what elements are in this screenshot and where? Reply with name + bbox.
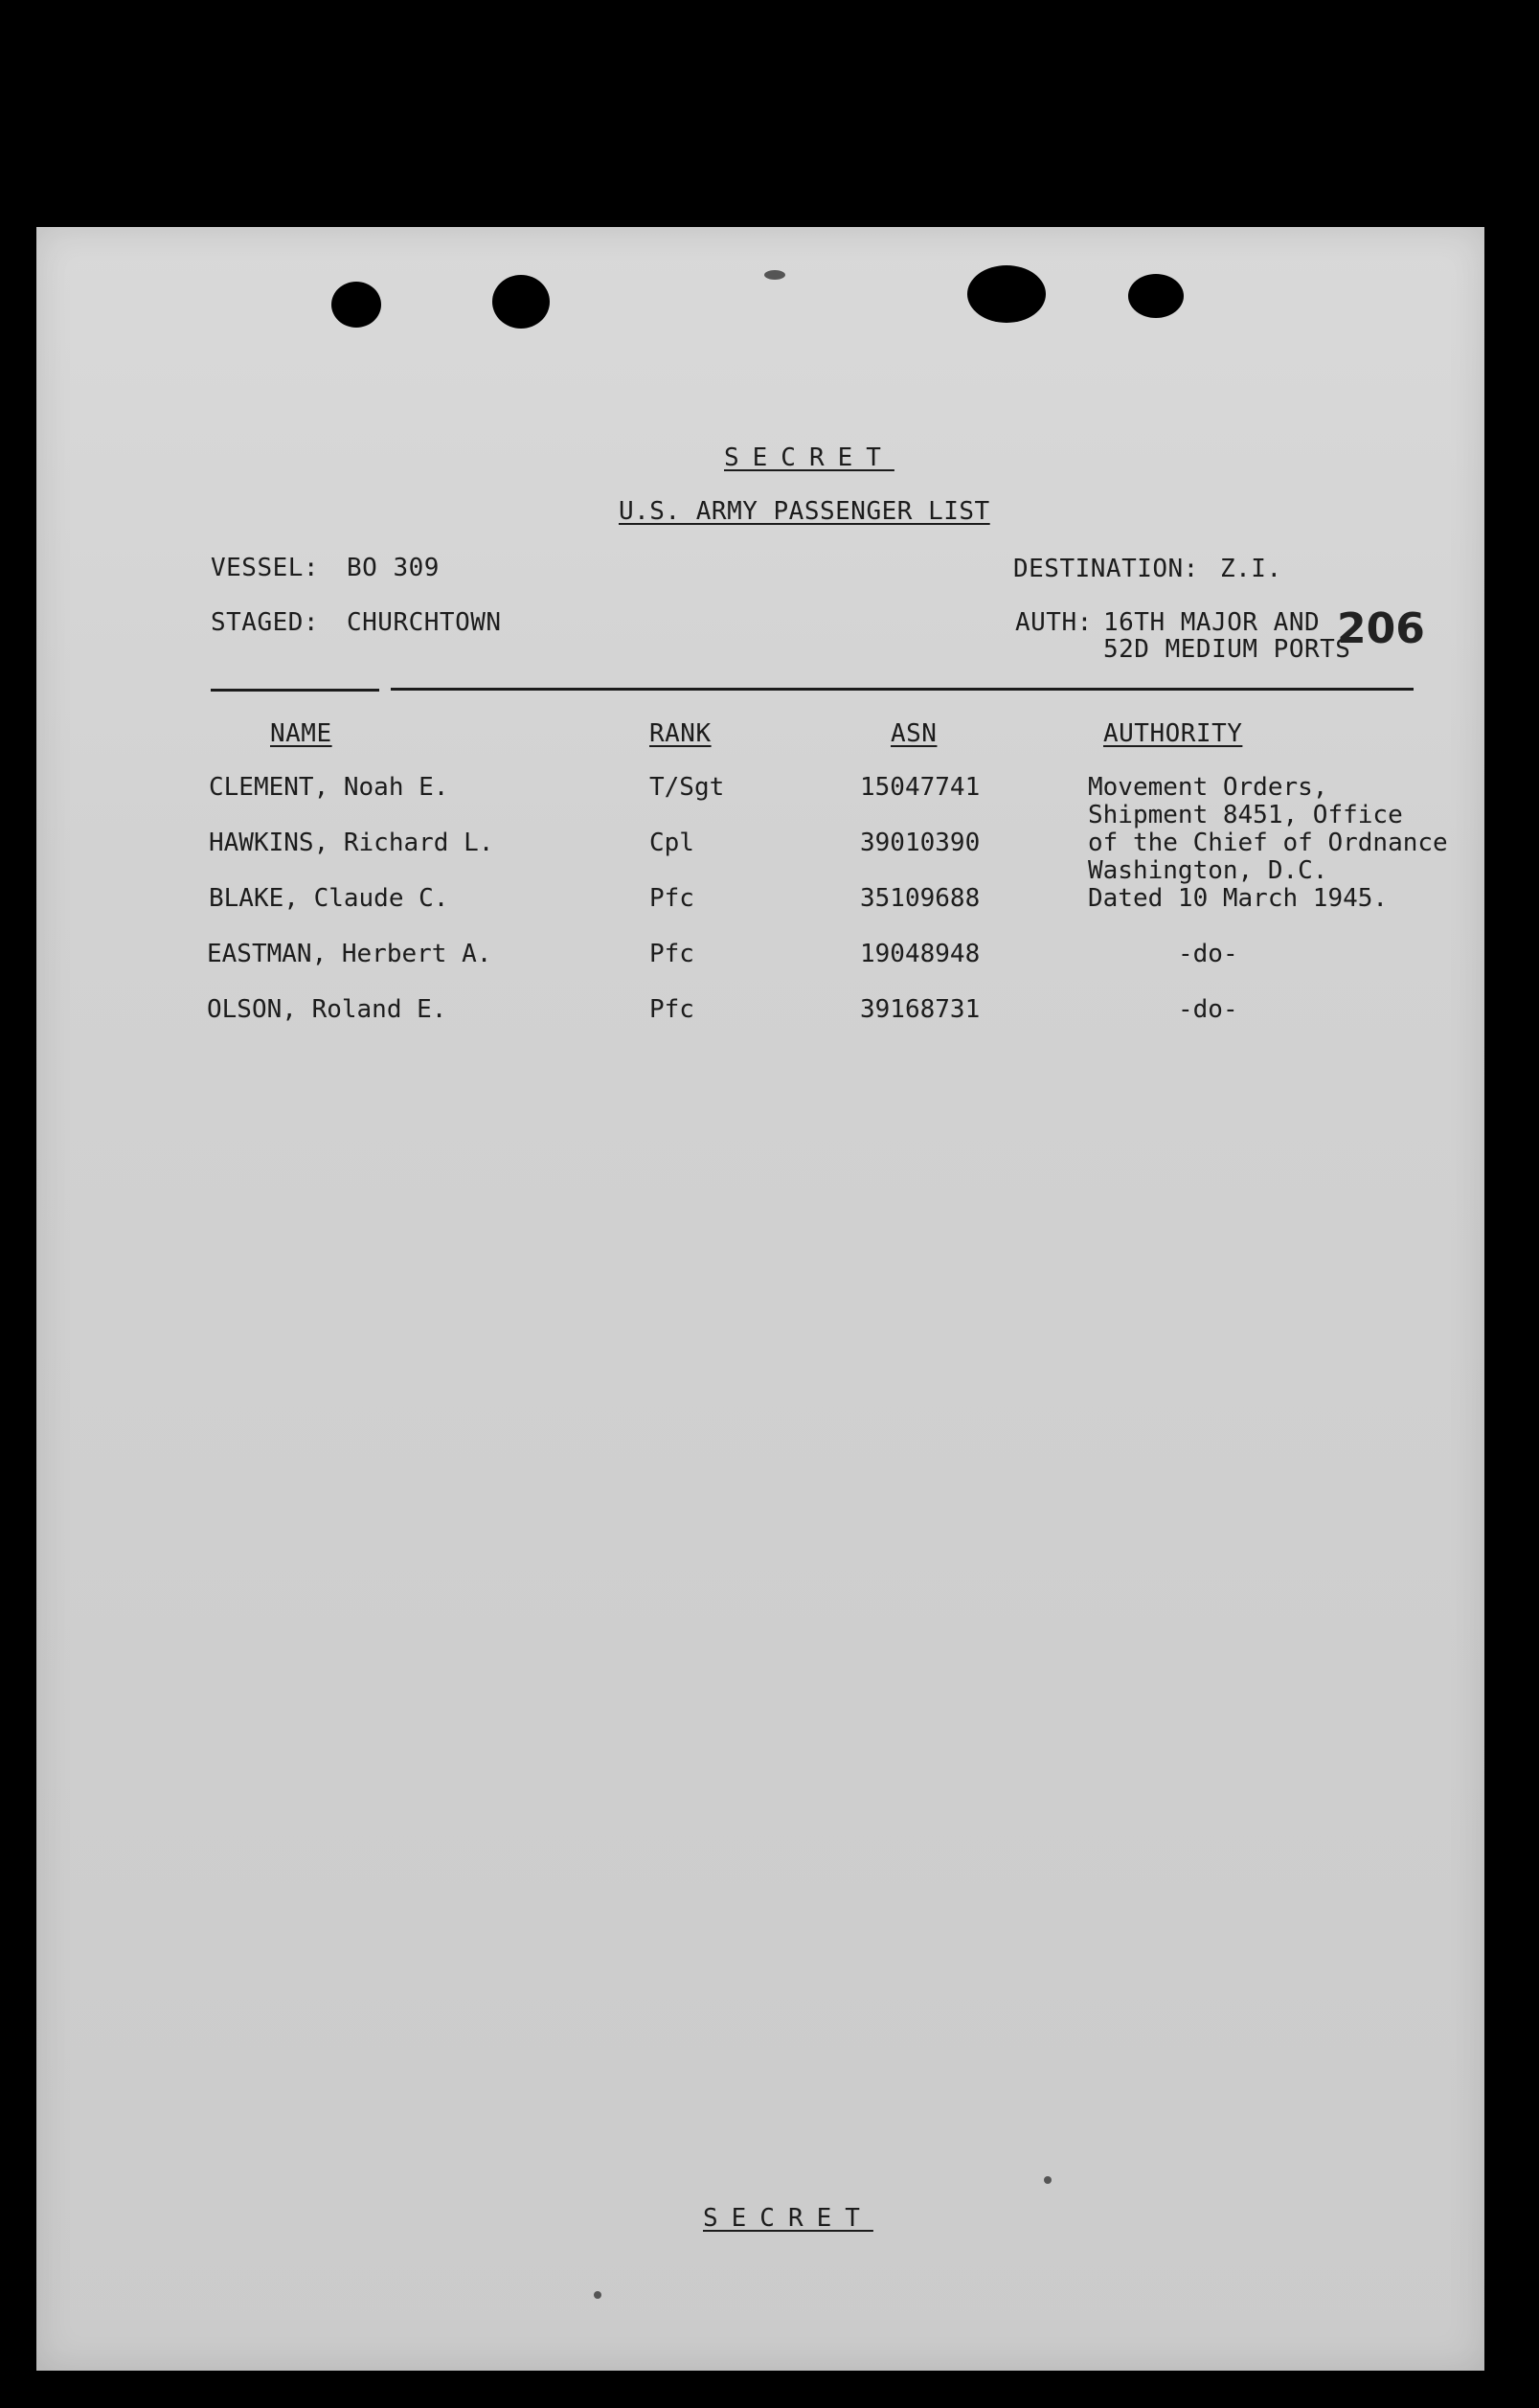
column-header-authority: AUTHORITY [1103, 719, 1243, 748]
row-authority: -do- [1178, 995, 1238, 1024]
staged-label: STAGED: [211, 608, 320, 637]
authority-line: Dated 10 March 1945. [1088, 884, 1389, 913]
row-asn: 39010390 [860, 829, 981, 857]
page-number: 206 [1337, 604, 1425, 653]
staged-value: CHURCHTOWN [347, 608, 502, 637]
row-asn: 15047741 [860, 773, 981, 802]
authority-line: Shipment 8451, Office [1088, 801, 1403, 829]
authority-line: of the Chief of Ordnance [1088, 829, 1448, 857]
row-asn: 35109688 [860, 884, 981, 913]
row-rank: Pfc [649, 940, 694, 968]
row-rank: T/Sgt [649, 773, 725, 802]
column-header-rank: RANK [649, 719, 712, 748]
punch-hole [1128, 274, 1184, 318]
auth-label: AUTH: [1015, 608, 1093, 637]
row-name: HAWKINS, Richard L. [209, 829, 494, 857]
classification-bottom: SECRET [703, 2204, 873, 2233]
vessel-label: VESSEL: [211, 554, 320, 582]
document-page [36, 227, 1484, 2371]
row-asn: 19048948 [860, 940, 981, 968]
destination-value: Z.I. [1220, 555, 1282, 583]
destination-label: DESTINATION: [1013, 555, 1199, 583]
punch-hole [967, 265, 1046, 323]
auth-line-1: 16TH MAJOR AND [1103, 608, 1321, 637]
classification-top: SECRET [724, 443, 894, 472]
column-header-name: NAME [270, 719, 332, 748]
row-rank: Cpl [649, 829, 694, 857]
authority-line: Washington, D.C. [1088, 856, 1328, 885]
document-title: U.S. ARMY PASSENGER LIST [619, 497, 990, 526]
row-name: BLAKE, Claude C. [209, 884, 449, 913]
row-rank: Pfc [649, 884, 694, 913]
speck [764, 270, 785, 280]
header-divider [211, 689, 379, 692]
column-header-asn: ASN [891, 719, 938, 748]
header-divider [391, 688, 1414, 691]
punch-hole [492, 275, 550, 329]
speck [594, 2291, 601, 2299]
vessel-value: BO 309 [347, 554, 440, 582]
speck [1044, 2176, 1052, 2184]
row-name: EASTMAN, Herbert A. [207, 940, 492, 968]
row-name: CLEMENT, Noah E. [209, 773, 449, 802]
punch-hole [331, 282, 381, 328]
authority-line: Movement Orders, [1088, 773, 1328, 802]
row-rank: Pfc [649, 995, 694, 1024]
row-asn: 39168731 [860, 995, 981, 1024]
auth-line-2: 52D MEDIUM PORTS [1103, 635, 1351, 664]
row-authority: -do- [1178, 940, 1238, 968]
row-name: OLSON, Roland E. [207, 995, 447, 1024]
